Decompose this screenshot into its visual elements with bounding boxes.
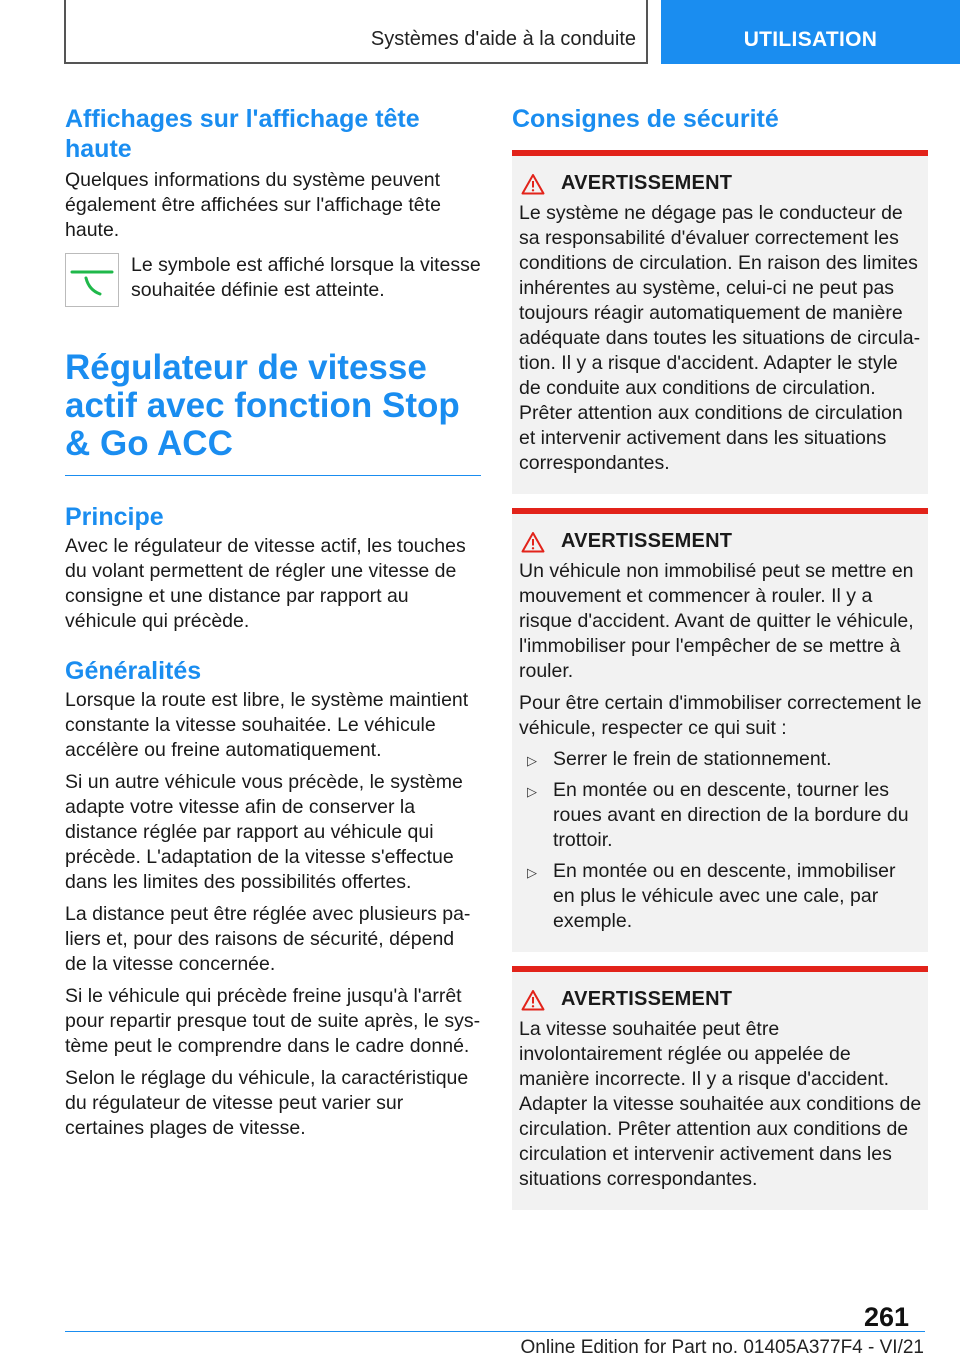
footer-edition: Online Edition for Part no. 01405A377F4 - VI/21 [520, 1337, 924, 1358]
generalites-paragraph-4: Si le véhicule qui précède freine jusqu'à l'arrêt pour repartir presque tout de suite après, le système peut le comprendre dans le cadre donné. [65, 985, 481, 1057]
page-number: 261 [864, 1302, 910, 1332]
principe-title: Principe [65, 503, 164, 531]
safety-title: Consignes de sécurité [512, 105, 779, 133]
generalites-paragraph-2: Si un autre véhicule vous précède, le système adapte votre vitesse afin de conserver la distance réglée par rapport au véhicule qui précède. L'adaptation de la vitesse s'effectue dans les limites des possibilités offertes. [65, 771, 463, 893]
warning-box-3 [512, 966, 928, 1210]
hud-symbol-description: Le symbole est affiché lorsque la vitesse souhaitée définie est atteinte. [131, 254, 481, 301]
list-item [519, 747, 922, 772]
acc-title-rule [65, 475, 481, 476]
generalites-paragraph-1: Lorsque la route est libre, le système maintient constante la vitesse souhaitée. Le véhicule accélère ou freine automatiquement. [65, 689, 469, 761]
acc-speed-reached-icon [65, 253, 119, 307]
hud-symbol-row [65, 253, 481, 307]
triangle-bullet-icon: ▷ [527, 753, 537, 768]
list-item-text: Serrer le frein de stationnement. [553, 748, 832, 770]
generalites-paragraph-5: Selon le réglage du véhicule, la caractéristique du régulateur de vitesse peut varier sur certaines plages de vitesse. [65, 1067, 469, 1139]
warning-text: Le système ne dégage pas le conducteur de sa responsabilité d'évaluer correctement les conditions de circulation. En raison des limites inhérentes au système, celui-ci ne peut pas toujours réagir automatiquement de manière adéquate dans toutes les situations de circulation. Il y a risque d'accident. Adapter le style de conduite aux conditions de circulation. Prêter attention aux conditions de circulation et intervenir activement dans les situations correspondantes. [519, 202, 921, 474]
triangle-bullet-icon: ▷ [527, 784, 537, 799]
hud-paragraph: Quelques informations du système peuvent également être affichées sur l'affichage tête haute. [65, 169, 441, 241]
triangle-bullet-icon: ▷ [527, 865, 537, 880]
warning-header [519, 530, 922, 553]
header-tab-utilisation [661, 0, 960, 64]
acc-title: Régulateur de vitesse actif avec fonction Stop & Go ACC [65, 348, 460, 463]
hud-section-title: Affichages sur l'affichage tête haute [65, 105, 420, 163]
warning-box-1 [512, 150, 928, 494]
warning-label: AVERTISSEMENT [561, 988, 733, 1010]
header-tab-label: UTILISATION [743, 28, 878, 51]
warning-text: Un véhicule non immobilisé peut se mettre en mouvement et commencer à rouler. Il y a risque d'accident. Avant de quitter le véhicule, l'immobiliser pour l'empêcher de se mettre à rouler. [519, 560, 914, 682]
warning-header [519, 172, 922, 195]
warning-triangle-icon [521, 989, 545, 1011]
footer-rule [65, 1331, 925, 1332]
header-section-title: Systèmes d'aide à la conduite [370, 28, 636, 50]
left-column [65, 104, 481, 1141]
principe-paragraph: Avec le régulateur de vitesse actif, les touches du volant permettent de régler une vitesse de consigne et une distance par rapport au véhicule qui précède. [65, 535, 466, 632]
right-column [512, 104, 928, 1210]
list-item [519, 778, 922, 853]
generalites-title: Généralités [65, 657, 202, 685]
warning-triangle-icon [521, 173, 545, 195]
warning-text-2: Pour être certain d'immobiliser correctement le véhicule, respecter ce qui suit : [519, 692, 922, 739]
list-item [519, 859, 922, 934]
warning-triangle-icon [521, 531, 545, 553]
list-item-text: En montée ou en descente, immobiliser en plus le véhicule avec une cale, par exemple. [553, 860, 896, 932]
generalites-paragraph-3: La distance peut être réglée avec plusieurs paliers et, pour des raisons de sécurité, dépend de la vitesse concernée. [65, 903, 471, 975]
warning-text: La vitesse souhaitée peut être involontairement réglée ou appelée de manière incorrecte. Il y a risque d'accident. Adapter la vitesse souhaitée aux conditions de circulation. Prêter attention aux conditions de circulation et intervenir activement dans les situations correspondantes. [519, 1018, 922, 1190]
list-item-text: En montée ou en descente, tourner les roues avant en direction de la bordure du trottoir. [553, 779, 909, 851]
warning-header [519, 988, 922, 1011]
warning-label: AVERTISSEMENT [561, 172, 733, 194]
warning-label: AVERTISSEMENT [561, 530, 733, 552]
warning-box-2 [512, 508, 928, 952]
